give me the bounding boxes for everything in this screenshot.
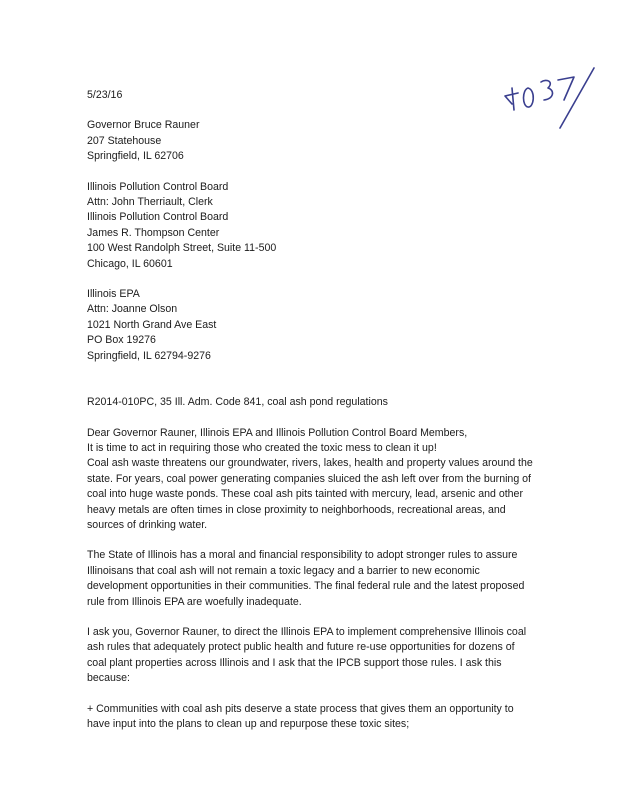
paragraph-line: because:: [87, 672, 130, 685]
paragraph-line: Coal ash waste threatens our groundwater, rivers, lakes, health and property values around the: [87, 457, 533, 470]
recipient-line: Illinois Pollution Control Board: [87, 180, 229, 193]
recipient-line: Springfield, IL 62706: [87, 150, 184, 163]
paragraph-line: have input into the plans to clean up and repurpose these toxic sites;: [87, 718, 410, 730]
recipient-line: Governor Bruce Rauner: [87, 119, 200, 132]
paragraph-line: I ask you, Governor Rauner, to direct the Illinois EPA to implement comprehensive Illinois coal: [87, 625, 527, 638]
recipient-line: 207 Statehouse: [87, 134, 162, 147]
recipient-line: 100 West Randolph Street, Suite 11-500: [87, 242, 277, 255]
paragraph-line: coal plant properties across Illinois and I ask that the IPCB support those rules. I ask this: [87, 656, 502, 669]
recipient-line: James R. Thompson Center: [87, 226, 220, 239]
paragraph-line: coal into huge waste ponds. These coal ash pits tainted with mercury, lead, arsenic and other: [87, 488, 523, 501]
recipient-line: Chicago, IL 60601: [87, 257, 173, 270]
recipient-governor: [87, 118, 547, 164]
recipient-line: 1021 North Grand Ave East: [87, 318, 217, 331]
paragraph-line: heavy metals are often times in close proximity to neighborhoods, recreational areas, and: [87, 503, 506, 516]
paragraph-line: sources of drinking water.: [87, 518, 208, 531]
paragraph-intro: [87, 441, 547, 533]
recipient-line: Illinois Pollution Control Board: [87, 211, 229, 224]
paragraph-line: Illinoisans that coal ash will not remain a toxic legacy and a barrier to new economic: [87, 564, 480, 577]
paragraph-line: rule from Illinois EPA are woefully inadequate.: [87, 595, 302, 608]
reference-line: R2014-010PC, 35 Ill. Adm. Code 841, coal ash pond regulations: [87, 396, 388, 409]
salutation: Dear Governor Rauner, Illinois EPA and Illinois Pollution Control Board Members,: [87, 426, 468, 439]
letter-date: 5/23/16: [87, 89, 123, 101]
recipient-line: Attn: John Therriault, Clerk: [87, 196, 213, 209]
paragraph-line: It is time to act in requiring those who created the toxic mess to clean it up!: [87, 441, 437, 454]
recipient-line: PO Box 19276: [87, 334, 156, 347]
recipient-line: Springfield, IL 62794-9276: [87, 349, 211, 362]
paragraph-responsibility: [87, 548, 547, 610]
paragraph-line: The State of Illinois has a moral and financial responsibility to adopt stronger rules to assure: [87, 549, 518, 562]
paragraph-line: state. For years, coal power generating companies sluiced the ash left over from the burning of: [87, 472, 531, 485]
paragraph-line: + Communities with coal ash pits deserve a state process that gives them an opportunity to: [87, 702, 514, 715]
recipient-pollution-control-board: [87, 180, 547, 272]
recipient-line: Attn: Joanne Olson: [87, 303, 178, 316]
paragraph-line: development opportunities in their communities. The final federal rule and the latest proposed: [87, 580, 525, 593]
paragraph-request: [87, 625, 547, 687]
paragraph-bullet-communities: [87, 702, 547, 733]
recipient-line: Illinois EPA: [87, 288, 140, 301]
letter-body: [87, 88, 547, 732]
recipient-illinois-epa: [87, 287, 547, 364]
paragraph-line: ash rules that adequately protect public health and future re-use opportunities for dozens of: [87, 641, 515, 654]
